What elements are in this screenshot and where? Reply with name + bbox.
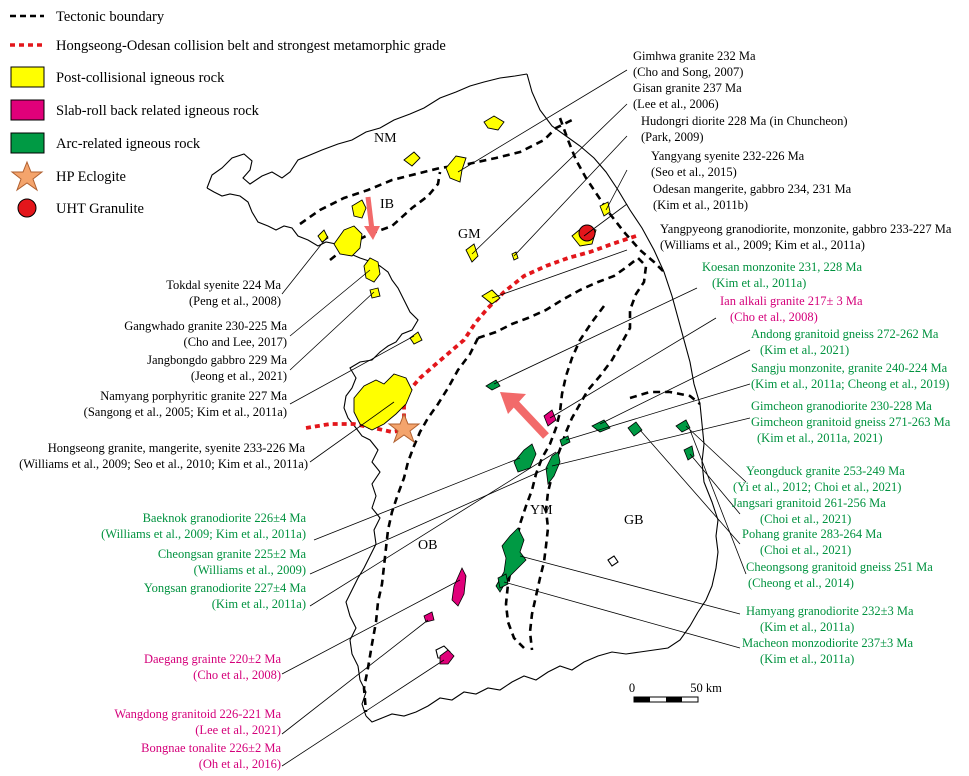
green-body-jangsari xyxy=(684,446,694,460)
label-sangju-ref: (Kim et al., 2011a; Cheong et al., 2019) xyxy=(751,377,950,391)
label-koesan-ref: (Kim et al., 2011a) xyxy=(712,276,807,290)
label-ian-ref: (Cho et al., 2008) xyxy=(730,310,818,324)
leader-jangbongdo xyxy=(290,292,374,370)
label-jangsari-name: Jangsari granitoid 261-256 Ma xyxy=(732,496,886,510)
label-gisan-ref: (Lee et al., 2006) xyxy=(633,97,719,111)
label-yongsan-name: Yongsan granodiorite 227±4 Ma xyxy=(143,581,306,595)
uht-granulite-marker xyxy=(579,225,595,241)
label-gimcheon-ref: (Kim et al., 2011a, 2021) xyxy=(757,431,883,445)
label-baeknok-ref: (Williams et al., 2009; Kim et al., 2011a) xyxy=(101,527,306,541)
yellow-body xyxy=(352,200,366,218)
region-label-ym: YM xyxy=(530,503,553,518)
yellow-body xyxy=(318,230,328,242)
leader-yangpyeong xyxy=(492,250,627,298)
label-yangpyeong-name: Yangpyeong granodiorite, monzonite, gabbro 233-227 Ma xyxy=(660,222,952,236)
green-body-sangju xyxy=(560,436,570,446)
island xyxy=(608,556,618,566)
label-gimhwa-name: Gimhwa granite 232 Ma xyxy=(633,49,756,63)
label-gisan-name: Gisan granite 237 Ma xyxy=(633,81,742,95)
label-tokdal-name: Tokdal syenite 224 Ma xyxy=(166,278,281,292)
green-body-andong xyxy=(592,420,610,432)
legend-eclogite-star-icon xyxy=(12,162,42,190)
label-gimhwa-ref: (Cho and Song, 2007) xyxy=(633,65,744,79)
green-body-yeongduck xyxy=(676,420,690,432)
yellow-body-yangpyeong xyxy=(482,290,500,304)
label-gangwhado-name: Gangwhado granite 230-225 Ma xyxy=(124,319,287,333)
region-label-nm: NM xyxy=(374,131,397,146)
magenta-body-bongnae xyxy=(440,650,454,664)
label-hudongri-ref: (Park, 2009) xyxy=(641,130,704,144)
legend-slab-rollback-swatch xyxy=(11,100,44,120)
leader-bongnae xyxy=(282,660,444,766)
scale-bar-seg xyxy=(666,697,682,702)
north-border xyxy=(207,74,527,188)
label-andong-ref: (Kim et al., 2021) xyxy=(760,343,850,357)
yellow-body-yangyang xyxy=(600,202,610,216)
label-jangbongdo-ref: (Jeong et al., 2021) xyxy=(190,369,287,383)
tectonic-boundary-nm-gm xyxy=(300,118,576,224)
label-cheongsong-name: Cheongsong granitoid gneiss 251 Ma xyxy=(746,560,933,574)
label-gangwhado-ref: (Cho and Lee, 2017) xyxy=(183,335,287,349)
green-body-koesan xyxy=(486,380,500,390)
arrow-ib-shaft xyxy=(368,197,372,230)
region-label-gb: GB xyxy=(624,513,644,528)
label-gimcheon-name: Gimcheon granodiorite 230-228 Ma xyxy=(751,399,932,413)
label-yeongduck-name: Yeongduck granite 253-249 Ma xyxy=(746,464,905,478)
label-hongseong-ref: (Williams et al., 2009; Seo et al., 2010; Kim et al., 2011a) xyxy=(19,457,308,471)
yellow-body-tokdal xyxy=(334,226,362,256)
label-daegang-ref: (Cho et al., 2008) xyxy=(193,668,281,682)
leader-yeongduck xyxy=(686,426,746,482)
label-hamyang-ref: (Kim et al., 2011a) xyxy=(760,620,855,634)
right-labels xyxy=(633,49,952,666)
leader-gimhwa xyxy=(458,70,627,172)
south-coast xyxy=(366,612,698,722)
yellow-body-gangwhado xyxy=(364,258,380,282)
leader-andong xyxy=(600,350,750,424)
label-hongseong-name: Hongseong granite, mangerite, syenite 233-226 Ma xyxy=(47,441,305,455)
leader-hongseong xyxy=(310,402,394,462)
region-label-gm: GM xyxy=(458,227,481,242)
label-jangsari-ref: (Choi et al., 2021) xyxy=(760,512,852,526)
region-label-ob: OB xyxy=(418,538,438,553)
label-cheongsan-ref: (Williams et al., 2009) xyxy=(193,563,306,577)
label-gimcheon-name2: Gimcheon granitoid gneiss 271-263 Ma xyxy=(751,415,951,429)
legend-post-collisional-swatch xyxy=(11,67,44,87)
scale-max-label: 50 km xyxy=(690,681,722,695)
label-namyang-ref: (Sangong et al., 2005; Kim et al., 2011a) xyxy=(83,405,287,419)
label-pohang-name: Pohang granite 283-264 Ma xyxy=(742,527,882,541)
label-yangyang-ref: (Seo et al., 2015) xyxy=(651,165,737,179)
leader-daegang xyxy=(282,580,460,674)
label-macheon-name: Macheon monzodiorite 237±3 Ma xyxy=(742,636,914,650)
yellow-body-jangbongdo xyxy=(370,288,380,298)
green-body-gimcheon xyxy=(628,422,642,436)
legend-slab-rollback-label: Slab-roll back related igneous rock xyxy=(56,103,259,119)
legend-arc-label: Arc-related igneous rock xyxy=(56,136,201,152)
label-yongsan-ref: (Kim et al., 2011a) xyxy=(211,597,306,611)
label-cheongsong-ref: (Cheong et al., 2014) xyxy=(748,576,854,590)
label-cheongsan-name: Cheongsan granite 225±2 Ma xyxy=(157,547,306,561)
label-jangbongdo-name: Jangbongdo gabbro 229 Ma xyxy=(147,353,287,367)
collision-belt-west xyxy=(306,424,404,432)
label-sangju-name: Sangju monzonite, granite 240-224 Ma xyxy=(751,361,948,375)
collision-belt-main xyxy=(404,236,636,420)
label-hudongri-name: Hudongri diorite 228 Ma (in Chuncheon) xyxy=(641,114,848,128)
leader-baeknok xyxy=(314,458,520,540)
legend-post-collisional-label: Post-collisional igneous rock xyxy=(56,70,225,86)
magenta-body-daegang xyxy=(452,568,466,606)
leader-hamyang xyxy=(520,556,740,614)
hp-eclogite-star-icon xyxy=(389,414,419,442)
label-namyang-name: Namyang porphyritic granite 227 Ma xyxy=(100,389,287,403)
tectonic-boundary-ym-west xyxy=(506,306,604,648)
label-koesan-name: Koesan monzonite 231, 228 Ma xyxy=(702,260,863,274)
legend-tectonic-label: Tectonic boundary xyxy=(56,9,165,25)
yellow-body xyxy=(404,152,420,166)
leader-koesan xyxy=(494,288,697,384)
leader-wangdong xyxy=(282,620,428,734)
slab-rollback-bodies xyxy=(424,410,556,664)
label-yeongduck-ref: (Yi et al., 2012; Choi et al., 2021) xyxy=(733,480,902,494)
label-wangdong-ref: (Lee et al., 2021) xyxy=(195,723,281,737)
label-odesan-name: Odesan mangerite, gabbro 234, 231 Ma xyxy=(653,182,852,196)
label-tokdal-ref: (Peng et al., 2008) xyxy=(189,294,281,308)
label-wangdong-name: Wangdong granitoid 226-221 Ma xyxy=(114,707,281,721)
arrow-ib-head xyxy=(364,226,380,240)
left-labels xyxy=(19,278,308,771)
label-odesan-ref: (Kim et al., 2011b) xyxy=(653,198,749,212)
arrow-ym-shaft xyxy=(514,402,546,436)
green-body-macheon xyxy=(498,574,508,588)
legend-eclogite-label: HP Eclogite xyxy=(56,169,126,185)
leader-hudongri xyxy=(514,136,627,256)
label-andong-name: Andong granitoid gneiss 272-262 Ma xyxy=(751,327,939,341)
leader-tokdal xyxy=(282,236,328,294)
legend-granulite-circle-icon xyxy=(18,199,36,217)
region-label-ib: IB xyxy=(380,197,394,212)
magenta-body-wangdong xyxy=(424,612,434,622)
legend-collision-label: Hongseong-Odesan collision belt and strongest metamorphic grade xyxy=(56,38,446,54)
scale-zero-label: 0 xyxy=(628,681,636,695)
tectonic-boundary-ym-east xyxy=(478,258,646,650)
scale-bar-seg xyxy=(634,697,650,702)
label-hamyang-name: Hamyang granodiorite 232±3 Ma xyxy=(746,604,914,618)
label-daegang-name: Daegang grainte 220±2 Ma xyxy=(143,652,281,666)
yellow-body xyxy=(484,116,504,130)
label-yangyang-name: Yangyang syenite 232-226 Ma xyxy=(651,149,805,163)
legend-granulite-label: UHT Granulite xyxy=(56,201,144,217)
legend-arc-swatch xyxy=(11,133,44,153)
label-bongnae-name: Bongnae tonalite 226±2 Ma xyxy=(141,741,281,755)
scale-bar xyxy=(629,681,722,702)
yellow-body-gisan xyxy=(466,244,478,262)
leader-macheon xyxy=(504,582,740,648)
label-pohang-ref: (Choi et al., 2021) xyxy=(760,543,852,557)
green-body-baeknok xyxy=(514,444,536,472)
arc-related-bodies xyxy=(486,380,694,592)
label-baeknok-name: Baeknok granodiorite 226±4 Ma xyxy=(142,511,306,525)
label-yangpyeong-ref: (Williams et al., 2009; Kim et al., 2011a) xyxy=(660,238,865,252)
label-macheon-ref: (Kim et al., 2011a) xyxy=(760,652,855,666)
leader-gangwhado xyxy=(290,270,370,336)
label-bongnae-ref: (Oh et al., 2016) xyxy=(198,757,281,771)
yellow-body xyxy=(410,332,422,344)
label-ian-name: Ian alkali granite 217± 3 Ma xyxy=(720,294,863,308)
